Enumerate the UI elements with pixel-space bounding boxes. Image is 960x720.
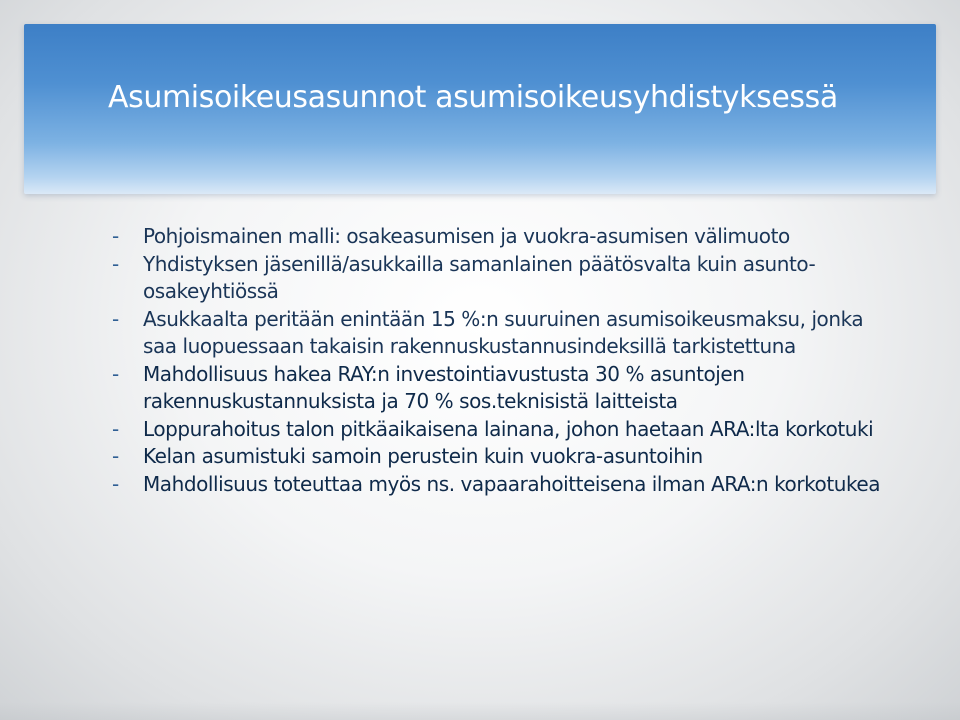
bullet-item xyxy=(112,251,892,306)
bullet-text: Kelan asumistuki samoin perustein kuin vuokra-asuntoihin xyxy=(143,444,703,468)
bullet-marker: - xyxy=(112,306,119,331)
bullet-marker: - xyxy=(112,251,119,276)
bullet-item xyxy=(112,306,892,361)
bullet-item xyxy=(112,416,892,444)
bullet-text: Pohjoismainen malli: osakeasumisen ja vuokra-asumisen välimuoto xyxy=(143,224,790,248)
bullet-marker: - xyxy=(112,444,119,468)
bullet-marker: - xyxy=(112,224,119,248)
bullet-marker: - xyxy=(112,416,119,441)
bullet-text: Asukkaalta peritään enintään 15 %:n suuruinen asumisoikeusmaksu, jonka saa luopuessaan takaisin rakennuskustannusindeksillä tarkistettuna xyxy=(143,306,864,358)
bullet-item xyxy=(112,223,892,251)
slide-title: Asumisoikeusasunnot asumisoikeusyhdistyksessä xyxy=(108,80,838,115)
bottom-fade xyxy=(0,702,960,720)
bullet-item xyxy=(112,471,892,499)
bullet-text: Mahdollisuus hakea RAY:n investointiavustusta 30 % asuntojen rakennuskustannuksista ja 70 % sos.teknisistä laitteista xyxy=(143,361,745,413)
bullet-text: Mahdollisuus toteuttaa myös ns. vapaarahoitteisena ilman ARA:n korkotukea xyxy=(143,471,881,496)
bullet-item xyxy=(112,443,892,471)
bullet-marker: - xyxy=(112,471,119,496)
bullet-item xyxy=(112,361,892,416)
bullet-list xyxy=(112,223,892,498)
bullet-marker: - xyxy=(112,361,119,386)
bullet-text: Yhdistyksen jäsenillä/asukkailla samanlainen päätösvalta kuin asunto-osakeyhtiössä xyxy=(143,251,816,303)
bullet-text: Loppurahoitus talon pitkäaikaisena lainana, johon haetaan ARA:lta korkotuki xyxy=(143,416,874,441)
